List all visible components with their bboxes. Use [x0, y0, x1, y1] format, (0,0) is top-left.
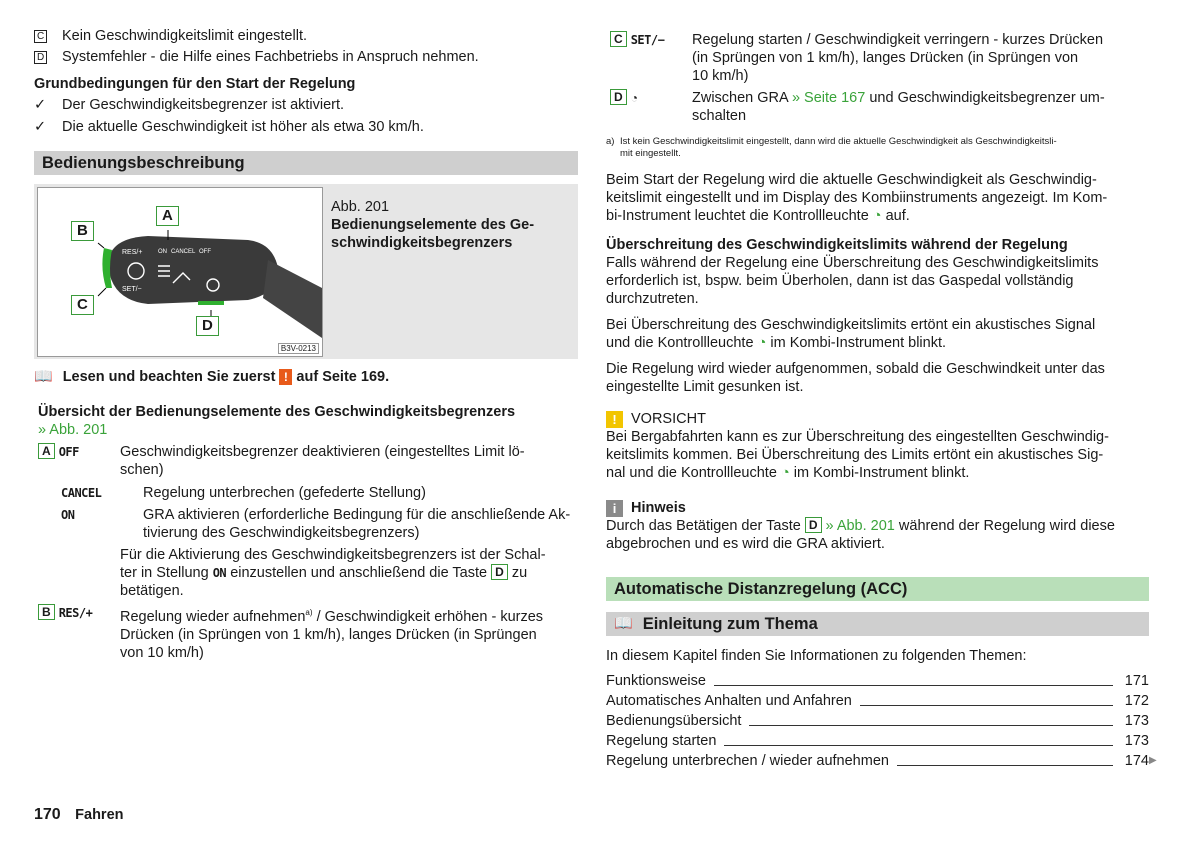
page-link[interactable]: » Seite 167: [791, 90, 866, 106]
figure-code: B3V-0213: [278, 343, 319, 354]
control-item-mode-switch: D ◔ Zwischen GRA » Seite 167 und Geschwindigkeitsbegrenzer um- schalten: [610, 89, 1150, 125]
control-item-on: ON GRA aktivieren (erforderliche Bedingung für die anschließende Ak- tivierung des Geschwindigkeitsbegrenzers): [61, 507, 571, 541]
label-box: A: [38, 443, 55, 459]
caution-icon: !: [606, 411, 623, 428]
lever-res-label: RES/+: [122, 249, 143, 256]
footnote: a) Ist kein Geschwindigkeitslimit eingestellt, dann wird die aktuelle Geschwindigkeit als Geschwindigkeitsli- mit eingestellt.: [606, 136, 1057, 159]
read-first-notice: 📖 Lesen und beachten Sie zuerst ! auf Seite 169.: [34, 368, 390, 385]
toc-list: [606, 670, 1149, 770]
control-item-off: A OFF Geschwindigkeitsbegrenzer deaktivieren (eingestelltes Limit lö- schen): [38, 443, 578, 479]
lever-illustration: [38, 188, 322, 356]
info-icon: i: [606, 500, 623, 517]
figure-label-d: D: [196, 316, 219, 336]
label-box: B: [38, 604, 55, 620]
conditions-title: Grundbedingungen für den Start der Regelung: [34, 76, 356, 92]
list-item: C Kein Geschwindigkeitslimit eingestellt.: [34, 27, 307, 45]
paragraph: Beim Start der Regelung wird die aktuelle Geschwindigkeit als Geschwindig- keitslimit eingestellt und im Display des Kombiinstruments angezeigt. Im Kom- bi-Instrument leuchtet die Kontrollleuchte ◔ auf.: [606, 172, 1108, 224]
checkmark-icon: ✓: [34, 119, 47, 135]
figure-link[interactable]: » Abb. 201: [825, 518, 895, 534]
paragraph: Die Regelung wird wieder aufgenommen, sobald die Geschwindkeit unter das eingestellte Limit gesunken ist.: [606, 361, 1105, 395]
label-box: D: [610, 89, 627, 105]
toc-item[interactable]: Automatisches Anhalten und Anfahren 172: [606, 693, 1149, 709]
control-item-cancel: CANCEL Regelung unterbrechen (gefederte Stellung): [61, 485, 426, 501]
lever-set-label: SET/−: [122, 286, 142, 293]
control-item-res: B RES/+ Regelung wieder aufnehmen$^{a)}$ / Geschwindigkeit erhöhen - kurzes Drücken (in Sprüngen von 1 km/h), langes Drücken (in Sprüngen von 10 km/h): [38, 604, 578, 662]
toc-item[interactable]: Regelung unterbrechen / wieder aufnehmen 174: [606, 753, 1149, 769]
figure-panel: [34, 184, 578, 359]
label-box: D: [34, 51, 47, 64]
lever-cancel-label: CANCEL: [171, 249, 196, 255]
check-item: ✓ Die aktuelle Geschwindigkeit ist höher als etwa 30 km/h.: [34, 119, 424, 135]
book-icon: 📖: [34, 368, 53, 385]
page-number: 170: [34, 806, 61, 823]
control-item-set: C SET/− Regelung starten / Geschwindigkeit verringern - kurzes Drücken (in Sprüngen von 1 km/h), langes Drücken (in Sprüngen von 10 km/h): [610, 31, 1150, 85]
speed-limiter-indicator-icon: ◔: [780, 465, 790, 481]
chapter-heading: Automatische Distanzregelung (ACC): [606, 577, 1149, 601]
lever-on-label: ON: [158, 249, 167, 255]
intro-text: In diesem Kapitel finden Sie Informationen zu folgenden Themen:: [606, 648, 1027, 664]
section-heading: 📖 Einleitung zum Thema: [606, 612, 1149, 636]
next-page-arrow-icon: ▶: [1149, 755, 1157, 766]
page-footer: [34, 806, 124, 824]
chapter-title: Fahren: [75, 807, 124, 823]
overview-title: Übersicht der Bedienungselemente des Geschwindigkeitsbegrenzers: [38, 404, 516, 420]
figure-label-c: C: [71, 295, 94, 315]
figure-caption: Abb. 201 Bedienungselemente des Ge-schwindigkeitsbegrenzers: [331, 199, 535, 251]
speed-limiter-indicator-icon: ◔: [757, 335, 767, 351]
toc-item[interactable]: Funktionsweise 171: [606, 673, 1149, 689]
toc-item[interactable]: Regelung starten 173: [606, 733, 1149, 749]
paragraph: Bei Überschreitung des Geschwindigkeitslimits ertönt ein akustisches Signal und die Kontrollleuchte ◔ im Kombi-Instrument blinkt.: [606, 317, 1096, 351]
figure-image: [37, 187, 323, 357]
toc-item[interactable]: Bedienungsübersicht 173: [606, 713, 1149, 729]
label-box: C: [610, 31, 627, 47]
check-item: ✓ Der Geschwindigkeitsbegrenzer ist aktiviert.: [34, 97, 345, 113]
label-box: C: [34, 30, 47, 43]
lever-off-label: OFF: [199, 249, 211, 255]
activation-note: Für die Aktivierung des Geschwindigkeitsbegrenzers ist der Schal- ter in Stellung ON einzustellen und anschließend die Taste D zu betätigen.: [120, 547, 546, 599]
overview-figure-link[interactable]: » Abb. 201: [38, 422, 108, 438]
book-icon: 📖: [614, 615, 633, 632]
checkmark-icon: ✓: [34, 97, 47, 113]
figure-label-a: A: [156, 206, 179, 226]
section-heading: Bedienungsbeschreibung: [34, 151, 578, 175]
warning-icon: !: [279, 369, 292, 385]
speed-limiter-indicator-icon: ◔: [872, 208, 882, 224]
paragraph: Überschreitung des Geschwindigkeitslimits während der Regelung Falls während der Regelung eine Überschreitung des Geschwindigkeitslimits erforderlich ist, bspw. beim Überholen, dann ist das Gaspedal vollständig durchzutreten.: [606, 237, 1099, 307]
note-box: i Hinweis Durch das Betätigen der Taste D » Abb. 201 während der Regelung wird diese abgebrochen und es wird die GRA aktiviert.: [606, 500, 1115, 552]
caution-box: ! VORSICHT Bei Bergabfahrten kann es zur Überschreitung des eingestellten Geschwindig- keitslimits kommen. Bei Überschreitung des Limits ertönt ein akustisches Sig- nal und die Kontrollleuchte ◔ im Kombi-Instrument blinkt.: [606, 411, 1109, 481]
list-item: D Systemfehler - die Hilfe eines Fachbetriebs in Anspruch nehmen.: [34, 48, 479, 66]
speed-limiter-icon: ◔: [630, 91, 638, 105]
figure-label-b: B: [71, 221, 94, 241]
